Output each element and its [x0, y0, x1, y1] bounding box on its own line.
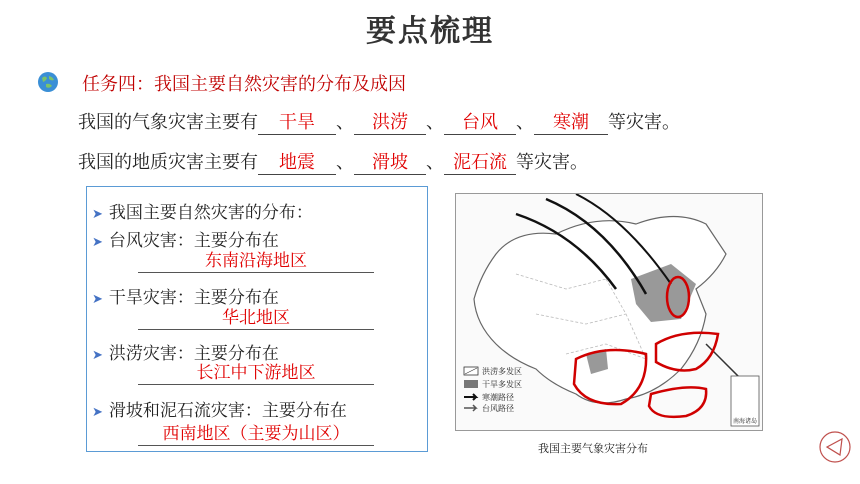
separator: 、	[426, 112, 444, 133]
answer-landslide: 滑坡	[354, 152, 426, 175]
answer-drought: 干旱	[258, 112, 336, 135]
arrow-bullet-icon: ➤	[92, 405, 103, 420]
arrow-bullet-icon: ➤	[92, 348, 103, 363]
geological-disasters-line	[78, 148, 588, 175]
box-heading-text: 我国主要自然灾害的分布：	[108, 203, 313, 223]
line2-prefix: 我国的地质灾害主要有	[78, 152, 258, 173]
separator: 、	[336, 152, 354, 173]
typhoon-question-text: 台风灾害：主要分布在	[108, 231, 279, 251]
triangle-logo-icon	[818, 430, 852, 464]
separator: 、	[516, 112, 534, 133]
line1-suffix: 等灾害。	[608, 112, 680, 133]
disaster-map	[455, 193, 763, 431]
landslide-question-text: 滑坡和泥石流灾害：主要分布在	[108, 401, 347, 421]
line1-prefix: 我国的气象灾害主要有	[78, 112, 258, 133]
globe-icon	[37, 71, 59, 93]
answer-flood: 洪涝	[354, 112, 426, 135]
meteorological-disasters-line	[78, 108, 680, 135]
arrow-bullet-icon: ➤	[92, 235, 103, 250]
landslide-question	[92, 396, 347, 421]
legend-typhoon-arrow	[464, 405, 476, 411]
legend-coldwave-arrow	[464, 394, 476, 400]
box-heading	[92, 198, 313, 223]
answer-debris-flow: 泥石流	[444, 152, 516, 175]
legend-typhoon-label: 台风路径	[482, 404, 514, 413]
flood-question-text: 洪涝灾害：主要分布在	[108, 344, 279, 364]
flood-question	[92, 339, 279, 364]
flood-answer: 长江中下游地区	[138, 362, 374, 385]
map-caption: 我国主要气象灾害分布	[538, 442, 648, 455]
separator: 、	[336, 112, 354, 133]
drought-question-text: 干旱灾害：主要分布在	[108, 288, 279, 308]
answer-coldwave: 寒潮	[534, 112, 608, 135]
page-title: 要点梳理	[366, 14, 494, 49]
legend-drought-label: 干旱多发区	[482, 380, 522, 389]
typhoon-circle	[649, 387, 706, 417]
inset-label: 南海诸岛	[733, 418, 758, 425]
legend-coldwave-label: 寒潮路径	[482, 393, 514, 402]
map-drawing	[456, 194, 762, 430]
landslide-answer: 西南地区（主要为山区）	[138, 423, 374, 446]
typhoon-answer: 东南沿海地区	[138, 250, 374, 273]
answer-typhoon: 台风	[444, 112, 516, 135]
typhoon-question	[92, 226, 279, 251]
task-heading: 任务四：我国主要自然灾害的分布及成因	[82, 74, 406, 95]
drought-question	[92, 283, 279, 308]
answer-earthquake: 地震	[258, 152, 336, 175]
arrow-bullet-icon: ➤	[92, 207, 103, 222]
drought-answer: 华北地区	[138, 307, 374, 330]
arrow-bullet-icon: ➤	[92, 292, 103, 307]
line2-suffix: 等灾害。	[516, 152, 588, 173]
legend-drought-swatch	[464, 380, 478, 388]
legend-flood-label: 洪涝多发区	[482, 367, 522, 376]
separator: 、	[426, 152, 444, 173]
